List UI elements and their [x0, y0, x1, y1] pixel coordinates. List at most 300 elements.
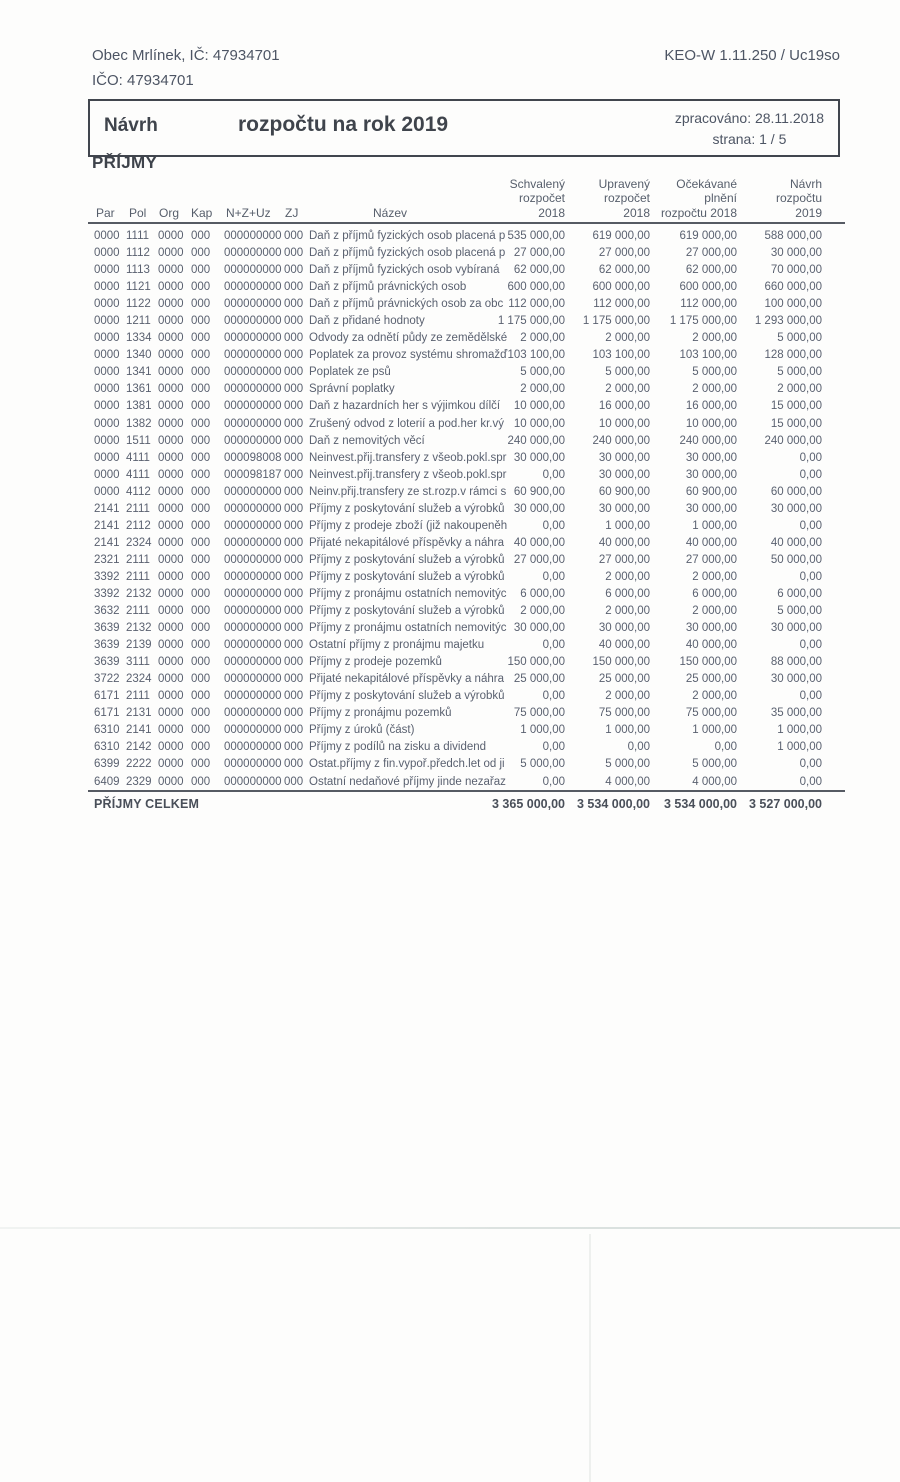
cell-zj: 000 [284, 502, 304, 515]
cell-navrh-2019: 1 293 000,00 [754, 315, 822, 328]
table-row [88, 705, 845, 722]
cell-nazev: Daň z příjmů fyzických osob placená p [309, 247, 506, 260]
cell-pol: 1382 [126, 417, 152, 430]
table-row [88, 722, 845, 739]
cell-kap: 000 [191, 281, 211, 294]
cell-upraveny-2018: 2 000,00 [605, 332, 650, 345]
cell-ocekavane-2018: 112 000,00 [680, 298, 737, 311]
cell-nazev: Příjmy z poskytování služeb a výrobků [309, 605, 505, 618]
cell-kap: 000 [191, 690, 211, 703]
cell-ocekavane-2018: 2 000,00 [692, 570, 737, 583]
cell-kap: 000 [191, 417, 211, 430]
cell-kap: 000 [191, 247, 211, 260]
cell-nazev: Neinv.přij.transfery ze st.rozp.v rámci s [309, 485, 507, 498]
cell-nazev: Ostat.příjmy z fin.vypoř.předch.let od ji [309, 758, 505, 771]
column-label-upraveny-rozpocet [599, 177, 650, 220]
cell-nzuz: 000000000 [224, 707, 282, 720]
table-row [88, 313, 845, 330]
cell-nzuz: 000000000 [224, 400, 282, 413]
table-row [88, 433, 845, 450]
cell-pol: 2111 [126, 605, 150, 618]
cell-nazev: Příjmy z poskytování služeb a výrobků [309, 553, 505, 566]
cell-nazev: Ostatní nedaňové příjmy jinde nezařaz [309, 775, 506, 788]
cell-upraveny-2018: 240 000,00 [592, 434, 650, 447]
cell-kap: 000 [191, 230, 211, 242]
table-row [88, 535, 845, 552]
column-label-kap: Kap [191, 206, 213, 220]
cell-kap: 000 [191, 434, 211, 447]
cell-org: 0000 [158, 622, 184, 635]
cell-pol: 1211 [126, 315, 151, 328]
cell-kap: 000 [191, 622, 211, 635]
cell-nazev: Příjmy z pronájmu ostatních nemovitýc [309, 587, 507, 600]
cell-org: 0000 [158, 553, 184, 566]
cell-org: 0000 [158, 673, 184, 686]
cell-zj: 000 [284, 247, 304, 260]
cell-nzuz: 000000000 [224, 758, 282, 771]
cell-org: 0000 [158, 434, 184, 447]
cell-ocekavane-2018: 27 000,00 [685, 553, 737, 566]
cell-org: 0000 [158, 587, 184, 600]
cell-nzuz: 000000000 [224, 656, 282, 669]
cell-upraveny-2018: 112 000,00 [593, 298, 650, 311]
cell-navrh-2019: 5 000,00 [777, 605, 822, 618]
cell-org: 0000 [158, 451, 184, 464]
cell-nzuz: 000000000 [224, 332, 282, 345]
cell-navrh-2019: 40 000,00 [770, 536, 822, 549]
cell-kap: 000 [191, 315, 211, 328]
cell-ocekavane-2018: 60 900,00 [685, 485, 737, 498]
cell-kap: 000 [191, 605, 211, 618]
cell-org: 0000 [158, 298, 184, 311]
cell-navrh-2019: 588 000,00 [764, 230, 822, 242]
cell-pol: 2132 [126, 587, 152, 600]
cell-navrh-2019: 240 000,00 [764, 434, 822, 447]
cell-nazev: Příjmy z podílů na zisku a dividend [309, 741, 487, 754]
doc-type-label: Návrh [104, 115, 158, 136]
cell-zj: 000 [284, 485, 304, 498]
cell-nazev: Daň z přidané hodnoty [309, 315, 425, 328]
cell-navrh-2019: 5 000,00 [777, 332, 822, 345]
cell-ocekavane-2018: 1 000,00 [692, 724, 737, 737]
table-row [88, 518, 845, 535]
table-row [88, 586, 845, 603]
cell-navrh-2019: 0,00 [799, 775, 822, 788]
cell-nzuz: 000000000 [224, 247, 282, 260]
cell-zj: 000 [284, 741, 304, 754]
cell-ocekavane-2018: 1 175 000,00 [669, 315, 737, 328]
table-row [88, 484, 845, 501]
cell-org: 0000 [158, 281, 184, 294]
total-label: PŘÍJMY CELKEM [94, 797, 200, 811]
cell-nazev: Neinvest.přij.transfery z všeob.pokl.spr [309, 468, 507, 481]
cell-nazev: Ostatní příjmy z pronájmu majetku [309, 639, 485, 652]
cell-schvaleny-2018: 112 000,00 [508, 298, 565, 311]
table-row [88, 296, 845, 313]
cell-schvaleny-2018: 6 000,00 [520, 587, 565, 600]
cell-pol: 2141 [126, 724, 152, 737]
cell-nazev: Daň z příjmů fyzických osob placená p [309, 230, 506, 242]
cell-zj: 000 [284, 332, 304, 345]
cell-ocekavane-2018: 75 000,00 [685, 707, 737, 720]
cell-navrh-2019: 35 000,00 [770, 707, 822, 720]
cell-upraveny-2018: 60 900,00 [598, 485, 650, 498]
table-row [88, 381, 845, 398]
column-label-zj: ZJ [285, 206, 299, 220]
cell-schvaleny-2018: 25 000,00 [513, 673, 565, 686]
cell-par: 0000 [94, 434, 120, 447]
title-box [88, 99, 840, 157]
cell-nazev: Příjmy z úroků (část) [309, 724, 415, 737]
column-label-nzuz: N+Z+Uz [226, 206, 271, 220]
cell-upraveny-2018: 10 000,00 [598, 417, 650, 430]
table-body [88, 228, 845, 791]
cell-org: 0000 [158, 758, 184, 771]
cell-org: 0000 [158, 605, 184, 618]
cell-schvaleny-2018: 0,00 [542, 570, 565, 583]
cell-par: 2141 [94, 536, 120, 549]
cell-org: 0000 [158, 247, 184, 260]
cell-navrh-2019: 5 000,00 [777, 366, 822, 379]
cell-kap: 000 [191, 570, 211, 583]
cell-upraveny-2018: 40 000,00 [598, 536, 650, 549]
cell-nzuz: 000000000 [224, 366, 282, 379]
cell-pol: 1381 [126, 400, 152, 413]
header-line: Očekávané [676, 177, 737, 191]
cell-ocekavane-2018: 0,00 [714, 741, 737, 754]
cell-kap: 000 [191, 758, 211, 771]
cell-schvaleny-2018: 240 000,00 [507, 434, 565, 447]
cell-kap: 000 [191, 298, 211, 311]
cell-pol: 2329 [126, 775, 152, 788]
cell-upraveny-2018: 5 000,00 [605, 758, 650, 771]
header-line: rozpočtu 2018 [660, 205, 737, 220]
cell-ocekavane-2018: 6 000,00 [692, 587, 737, 600]
cell-par: 0000 [94, 366, 120, 379]
cell-pol: 3111 [126, 656, 150, 669]
cell-ocekavane-2018: 2 000,00 [692, 605, 737, 618]
cell-zj: 000 [284, 366, 304, 379]
cell-zj: 000 [284, 536, 304, 549]
cell-upraveny-2018: 30 000,00 [598, 622, 650, 635]
cell-kap: 000 [191, 485, 211, 498]
header-line: plnění [704, 191, 737, 206]
cell-pol: 2111 [126, 570, 150, 583]
cell-kap: 000 [191, 332, 211, 345]
cell-zj: 000 [284, 451, 304, 464]
cell-upraveny-2018: 6 000,00 [605, 587, 650, 600]
cell-par: 3392 [94, 570, 120, 583]
cell-kap: 000 [191, 383, 211, 396]
cell-pol: 2111 [126, 690, 150, 703]
cell-ocekavane-2018: 1 000,00 [692, 519, 737, 532]
cell-kap: 000 [191, 639, 211, 652]
cell-pol: 4111 [126, 451, 150, 464]
cell-org: 0000 [158, 315, 184, 328]
cell-pol: 2324 [126, 536, 152, 549]
cell-zj: 000 [284, 417, 304, 430]
cell-upraveny-2018: 62 000,00 [598, 264, 650, 277]
cell-org: 0000 [158, 383, 184, 396]
cell-ocekavane-2018: 62 000,00 [685, 264, 737, 277]
table-row [88, 756, 845, 773]
cell-navrh-2019: 88 000,00 [770, 656, 822, 669]
header-line: 2019 [795, 205, 822, 220]
cell-par: 3639 [94, 656, 120, 669]
scan-artifact-horizontal-line [0, 1227, 900, 1229]
cell-nazev: Daň z příjmů fyzických osob vybíraná [309, 264, 500, 277]
cell-upraveny-2018: 30 000,00 [598, 451, 650, 464]
cell-pol: 2324 [126, 673, 152, 686]
cell-schvaleny-2018: 0,00 [542, 741, 565, 754]
cell-nzuz: 000000000 [224, 553, 282, 566]
cell-schvaleny-2018: 5 000,00 [520, 758, 565, 771]
cell-kap: 000 [191, 400, 211, 413]
cell-zj: 000 [284, 656, 304, 669]
cell-zj: 000 [284, 468, 304, 481]
column-label-schvaleny-rozpocet [510, 177, 565, 220]
cell-schvaleny-2018: 30 000,00 [513, 451, 565, 464]
table-row [88, 774, 845, 791]
cell-par: 3632 [94, 605, 120, 618]
cell-pol: 1361 [126, 383, 152, 396]
cell-pol: 1121 [126, 281, 151, 294]
cell-org: 0000 [158, 570, 184, 583]
table-row [88, 364, 845, 381]
cell-nzuz: 000000000 [224, 690, 282, 703]
cell-ocekavane-2018: 600 000,00 [679, 281, 737, 294]
cell-kap: 000 [191, 741, 211, 754]
cell-par: 0000 [94, 383, 120, 396]
cell-nzuz: 000000000 [224, 741, 282, 754]
table-header [88, 177, 845, 221]
cell-ocekavane-2018: 103 100,00 [679, 349, 737, 362]
cell-zj: 000 [284, 622, 304, 635]
cell-ocekavane-2018: 30 000,00 [685, 502, 737, 515]
cell-ocekavane-2018: 150 000,00 [679, 656, 737, 669]
cell-pol: 2222 [126, 758, 152, 771]
table-row [88, 569, 845, 586]
cell-org: 0000 [158, 639, 184, 652]
column-label-ocekavane-plneni [661, 177, 737, 220]
cell-navrh-2019: 128 000,00 [764, 349, 822, 362]
table-row [88, 620, 845, 637]
table-row [88, 467, 845, 484]
cell-nazev: Poplatek ze psů [309, 366, 391, 379]
cell-pol: 1511 [126, 434, 151, 447]
cell-ocekavane-2018: 30 000,00 [685, 468, 737, 481]
cell-kap: 000 [191, 264, 211, 277]
cell-pol: 2139 [126, 639, 152, 652]
cell-nzuz: 000000000 [224, 417, 282, 430]
table-row [88, 603, 845, 620]
table-row [88, 688, 845, 705]
cell-kap: 000 [191, 502, 211, 515]
cell-ocekavane-2018: 27 000,00 [685, 247, 737, 260]
cell-upraveny-2018: 2 000,00 [605, 383, 650, 396]
header-line: 2018 [538, 205, 565, 220]
cell-par: 0000 [94, 230, 120, 242]
cell-zj: 000 [284, 264, 304, 277]
cell-navrh-2019: 50 000,00 [770, 553, 822, 566]
cell-zj: 000 [284, 298, 304, 311]
cell-par: 0000 [94, 417, 120, 430]
cell-ocekavane-2018: 2 000,00 [692, 383, 737, 396]
cell-par: 0000 [94, 349, 120, 362]
cell-schvaleny-2018: 103 100,00 [507, 349, 565, 362]
cell-schvaleny-2018: 75 000,00 [513, 707, 565, 720]
cell-navrh-2019: 1 000,00 [777, 724, 822, 737]
cell-ocekavane-2018: 30 000,00 [685, 451, 737, 464]
column-label-pol: Pol [129, 206, 147, 220]
cell-par: 0000 [94, 247, 120, 260]
table-row [88, 501, 845, 518]
cell-schvaleny-2018: 2 000,00 [520, 383, 565, 396]
header-line: Upravený [598, 177, 650, 191]
cell-ocekavane-2018: 5 000,00 [692, 366, 737, 379]
cell-zj: 000 [284, 724, 304, 737]
cell-nzuz: 000000000 [224, 264, 282, 277]
header-line: rozpočet [603, 191, 650, 206]
table-row [88, 637, 845, 654]
cell-upraveny-2018: 619 000,00 [592, 230, 650, 242]
cell-zj: 000 [284, 673, 304, 686]
cell-kap: 000 [191, 536, 211, 549]
cell-schvaleny-2018: 60 900,00 [513, 485, 565, 498]
cell-nzuz: 000000000 [224, 673, 282, 686]
total-upraveny-2018: 3 534 000,00 [577, 797, 650, 811]
cell-nzuz: 000098187 [224, 468, 282, 481]
cell-upraveny-2018: 1 000,00 [605, 519, 650, 532]
cell-par: 6171 [94, 690, 120, 703]
cell-nzuz: 000000000 [224, 485, 282, 498]
table-row [88, 279, 845, 296]
cell-zj: 000 [284, 639, 304, 652]
cell-org: 0000 [158, 349, 184, 362]
cell-nazev: Daň z příjmů právnických osob za obc [309, 298, 504, 311]
cell-ocekavane-2018: 4 000,00 [692, 775, 737, 788]
cell-schvaleny-2018: 1 175 000,00 [497, 315, 565, 328]
table-row [88, 398, 845, 415]
cell-par: 0000 [94, 400, 120, 413]
cell-par: 2141 [94, 519, 120, 532]
cell-kap: 000 [191, 707, 211, 720]
cell-ocekavane-2018: 2 000,00 [692, 690, 737, 703]
cell-org: 0000 [158, 502, 184, 515]
cell-navrh-2019: 0,00 [799, 758, 822, 771]
cell-schvaleny-2018: 0,00 [542, 519, 565, 532]
table-row [88, 347, 845, 364]
cell-pol: 2132 [126, 622, 152, 635]
ico-line: IČO: 47934701 [92, 72, 194, 89]
cell-schvaleny-2018: 62 000,00 [513, 264, 565, 277]
cell-pol: 2142 [126, 741, 152, 754]
cell-pol: 1111 [126, 230, 150, 242]
cell-par: 6409 [94, 775, 120, 788]
cell-kap: 000 [191, 775, 211, 788]
org-id-line: Obec Mrlínek, IČ: 47934701 [92, 47, 280, 64]
cell-ocekavane-2018: 25 000,00 [685, 673, 737, 686]
cell-kap: 000 [191, 553, 211, 566]
table-row [88, 552, 845, 569]
cell-upraveny-2018: 1 175 000,00 [582, 315, 650, 328]
cell-nzuz: 000000000 [224, 315, 282, 328]
cell-zj: 000 [284, 349, 304, 362]
cell-nazev: Správní poplatky [309, 383, 395, 396]
cell-schvaleny-2018: 2 000,00 [520, 605, 565, 618]
cell-ocekavane-2018: 30 000,00 [685, 622, 737, 635]
cell-org: 0000 [158, 775, 184, 788]
cell-org: 0000 [158, 332, 184, 345]
cell-org: 0000 [158, 485, 184, 498]
cell-schvaleny-2018: 10 000,00 [513, 417, 565, 430]
cell-nzuz: 000000000 [224, 434, 282, 447]
cell-pol: 1112 [126, 247, 150, 260]
cell-par: 6399 [94, 758, 120, 771]
total-ocekavane-2018: 3 534 000,00 [664, 797, 737, 811]
table-total-rule [88, 790, 845, 792]
cell-org: 0000 [158, 417, 184, 430]
cell-nazev: Neinvest.přij.transfery z všeob.pokl.spr [309, 451, 507, 464]
cell-par: 2141 [94, 502, 120, 515]
cell-kap: 000 [191, 587, 211, 600]
title-box-meta [675, 108, 824, 150]
cell-ocekavane-2018: 5 000,00 [692, 758, 737, 771]
cell-org: 0000 [158, 536, 184, 549]
cell-upraveny-2018: 600 000,00 [592, 281, 650, 294]
cell-schvaleny-2018: 0,00 [542, 775, 565, 788]
cell-nzuz: 000000000 [224, 349, 282, 362]
cell-par: 0000 [94, 451, 120, 464]
cell-upraveny-2018: 30 000,00 [598, 468, 650, 481]
cell-par: 0000 [94, 298, 120, 311]
cell-nzuz: 000000000 [224, 775, 282, 788]
cell-org: 0000 [158, 724, 184, 737]
cell-upraveny-2018: 1 000,00 [605, 724, 650, 737]
cell-navrh-2019: 60 000,00 [770, 485, 822, 498]
cell-nazev: Příjmy z pronájmu ostatních nemovitýc [309, 622, 507, 635]
cell-pol: 2112 [126, 519, 151, 532]
cell-nzuz: 000000000 [224, 281, 282, 294]
cell-org: 0000 [158, 656, 184, 669]
cell-upraveny-2018: 2 000,00 [605, 570, 650, 583]
cell-schvaleny-2018: 10 000,00 [513, 400, 565, 413]
cell-navrh-2019: 30 000,00 [770, 622, 822, 635]
header-line: 2018 [623, 205, 650, 220]
cell-pol: 2131 [126, 707, 152, 720]
column-label-par: Par [96, 206, 115, 220]
cell-navrh-2019: 30 000,00 [770, 673, 822, 686]
cell-zj: 000 [284, 383, 304, 396]
doc-title: rozpočtu na rok 2019 [238, 113, 449, 136]
cell-navrh-2019: 1 000,00 [777, 741, 822, 754]
cell-nzuz: 000000000 [224, 605, 282, 618]
cell-navrh-2019: 30 000,00 [770, 502, 822, 515]
cell-navrh-2019: 6 000,00 [777, 587, 822, 600]
cell-nzuz: 000000000 [224, 639, 282, 652]
cell-upraveny-2018: 30 000,00 [598, 502, 650, 515]
table-row [88, 416, 845, 433]
cell-nzuz: 000000000 [224, 724, 282, 737]
cell-zj: 000 [284, 758, 304, 771]
table-row [88, 450, 845, 467]
cell-upraveny-2018: 2 000,00 [605, 605, 650, 618]
cell-zj: 000 [284, 400, 304, 413]
system-version: KEO-W 1.11.250 / Uc19so [664, 47, 840, 64]
cell-navrh-2019: 100 000,00 [764, 298, 822, 311]
cell-zj: 000 [284, 434, 304, 447]
cell-zj: 000 [284, 315, 304, 328]
